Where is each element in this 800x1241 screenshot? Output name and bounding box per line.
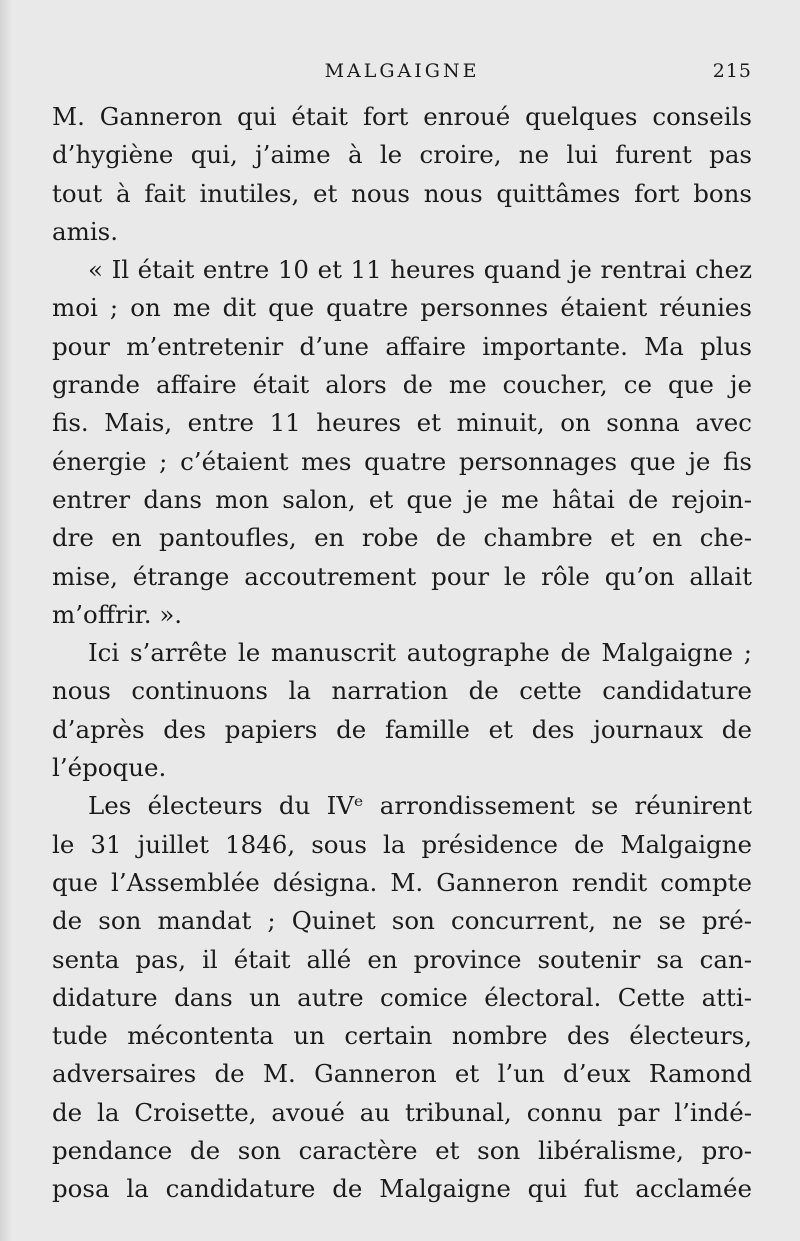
body-text xyxy=(52,98,752,1209)
text-line: pendance de son caractère et son libéralisme, pro- xyxy=(52,1136,752,1166)
page-number: 215 xyxy=(712,60,752,82)
text-line: le 31 juillet 1846, sous la présidence de Malgaigne xyxy=(52,829,752,859)
text-line: que l’Assemblée désigna. M. Ganneron rendit compte xyxy=(52,867,752,897)
running-title: MALGAIGNE xyxy=(324,60,480,82)
text-line: nous continuons la narration de cette candidature xyxy=(52,676,752,706)
text-line: m’offrir. ». xyxy=(52,599,183,629)
text-line: grande affaire était alors de me coucher, ce que je xyxy=(52,370,752,400)
text-line: tout à fait inutiles, et nous nous quittâmes fort bons xyxy=(52,178,752,208)
text-line: senta pas, il était allé en province soutenir sa can- xyxy=(52,944,752,974)
text-line: l’époque. xyxy=(52,753,167,783)
text-line: énergie ; c’étaient mes quatre personnages que je fis xyxy=(52,446,752,476)
text-line: adversaires de M. Ganneron et l’un d’eux Ramond xyxy=(52,1059,752,1089)
text-line: didature dans un autre comice électoral. Cette atti- xyxy=(52,982,752,1012)
text-line: de la Croisette, avoué au tribunal, connu par l’indé- xyxy=(52,1097,752,1127)
text-line: pour m’entretenir d’une affaire importante. Ma plus xyxy=(52,331,752,361)
text-line: amis. xyxy=(52,216,119,246)
text-line: Les électeurs du IVᵉ arrondissement se réunirent xyxy=(88,791,752,821)
text-line: entrer dans mon salon, et que je me hâtai de rejoin- xyxy=(52,484,752,514)
text-line: « Il était entre 10 et 11 heures quand je rentrai chez xyxy=(88,255,752,285)
text-line: Ici s’arrête le manuscrit autographe de Malgaigne ; xyxy=(88,638,752,668)
text-line: moi ; on me dit que quatre personnes étaient réunies xyxy=(52,293,752,323)
page-header xyxy=(52,58,752,88)
page-edge-shadow xyxy=(0,0,12,1241)
text-line: d’hygiène qui, j’aime à le croire, ne lui furent pas xyxy=(52,140,752,170)
text-line: d’après des papiers de famille et des journaux de xyxy=(52,714,752,744)
text-line: de son mandat ; Quinet son concurrent, ne se pré- xyxy=(52,906,752,936)
text-line: mise, étrange accoutrement pour le rôle qu’on allait xyxy=(52,561,752,591)
text-line: tude mécontenta un certain nombre des électeurs, xyxy=(52,1021,752,1051)
text-line: fis. Mais, entre 11 heures et minuit, on sonna avec xyxy=(52,408,752,438)
text-line: posa la candidature de Malgaigne qui fut acclamée xyxy=(52,1174,752,1204)
text-line: M. Ganneron qui était fort enroué quelques conseils xyxy=(52,102,752,131)
text-line: dre en pantoufles, en robe de chambre et en che- xyxy=(52,523,752,553)
